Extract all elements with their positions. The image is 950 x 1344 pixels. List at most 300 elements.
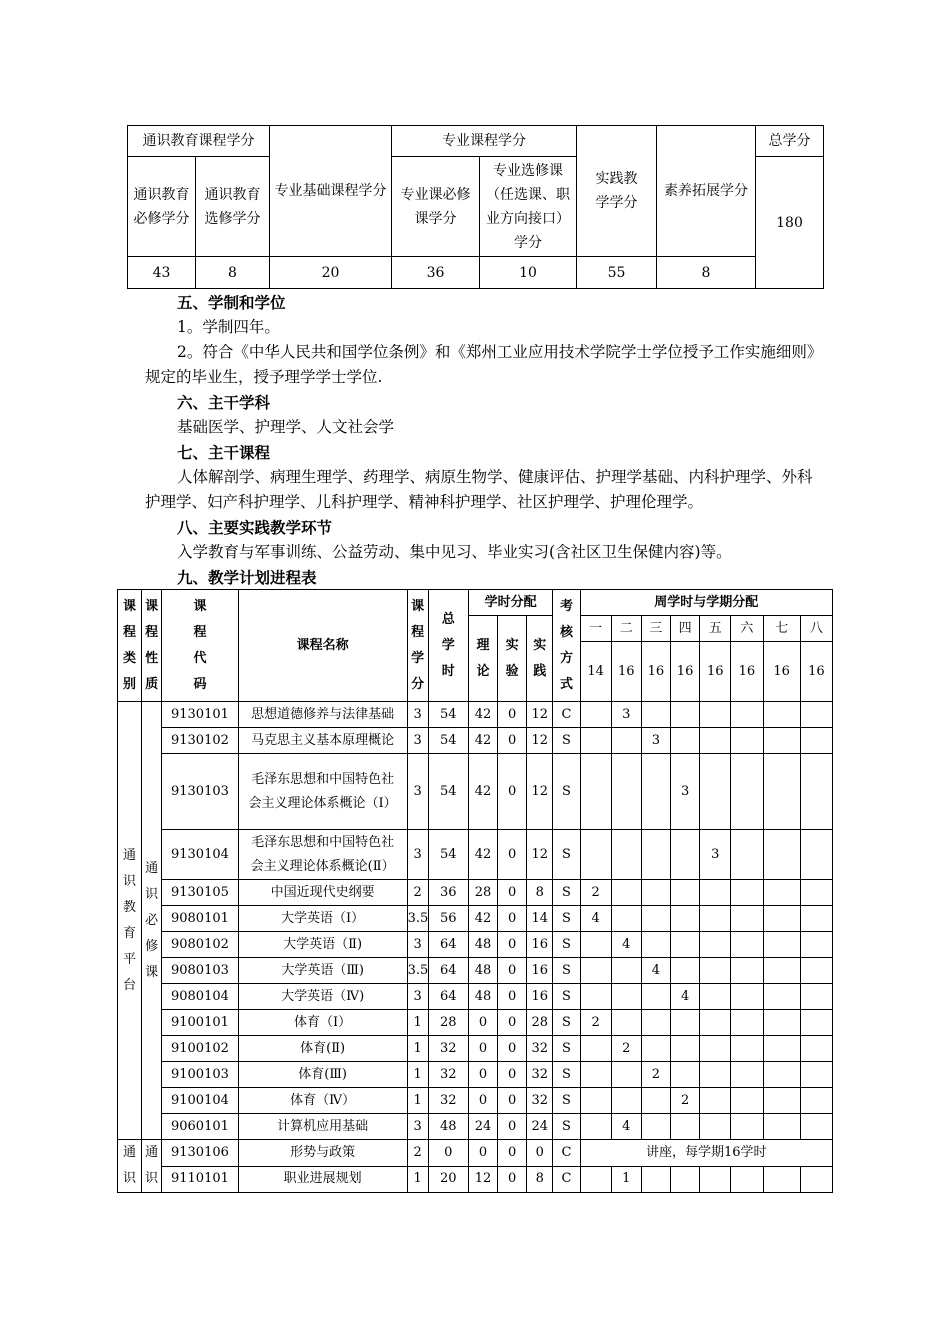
- term-hours: [641, 1166, 670, 1193]
- course-name: 体育(Ⅱ): [238, 1036, 407, 1062]
- term-hours: [763, 1114, 800, 1140]
- table-row: [118, 984, 833, 1010]
- term-hours: [580, 830, 611, 880]
- course-practice-hours: 8: [527, 880, 553, 906]
- course-practice-hours: 32: [527, 1036, 553, 1062]
- term-hours: [611, 728, 641, 754]
- term-hours: [800, 728, 832, 754]
- course-name: 职业进展规划: [238, 1166, 407, 1193]
- course-theory-hours: 12: [468, 1166, 497, 1193]
- course-name: 毛泽东思想和中国特色社会主义理论体系概论（Ⅰ）: [238, 754, 407, 830]
- course-total-hours: 54: [428, 728, 468, 754]
- course-credits: 1: [407, 1036, 428, 1062]
- term-hours: [671, 1166, 700, 1193]
- credit-value: 43: [128, 257, 196, 289]
- course-total-hours: 28: [428, 1010, 468, 1036]
- term-hours: 4: [580, 906, 611, 932]
- course-total-hours: 48: [428, 1114, 468, 1140]
- term-hours: [731, 1088, 763, 1114]
- course-lab-hours: 0: [498, 880, 527, 906]
- term-hours: [700, 1036, 731, 1062]
- course-total-hours: 54: [428, 702, 468, 728]
- course-exam: S: [553, 728, 580, 754]
- general-credits-header: 通识教育课程学分: [128, 126, 270, 157]
- term-hours: [731, 1062, 763, 1088]
- credit-value: 10: [480, 257, 577, 289]
- term-hours: [731, 728, 763, 754]
- course-exam: S: [553, 984, 580, 1010]
- major-elective-header: 专业选修课（任选课、职业方向接口）学分: [480, 157, 577, 257]
- course-lab-hours: 0: [498, 1140, 527, 1167]
- course-lab-hours: 0: [498, 702, 527, 728]
- course-total-hours: 20: [428, 1166, 468, 1193]
- term-hours: 4: [641, 958, 670, 984]
- term-hours: [671, 1114, 700, 1140]
- term-header: 六: [731, 616, 763, 642]
- term-hours: [671, 702, 700, 728]
- term-hours: [700, 880, 731, 906]
- course-lab-hours: 0: [498, 1088, 527, 1114]
- term-hours: [800, 702, 832, 728]
- course-lab-hours: 0: [498, 984, 527, 1010]
- term-header: 二: [611, 616, 641, 642]
- course-code: 9100101: [162, 1010, 238, 1036]
- header-category: 课程类别: [118, 590, 142, 702]
- course-lab-hours: 0: [498, 1010, 527, 1036]
- course-lab-hours: 0: [498, 1036, 527, 1062]
- header-total-hours: 总学时: [428, 590, 468, 702]
- course-theory-hours: 42: [468, 906, 497, 932]
- term-hours: [763, 984, 800, 1010]
- course-exam: C: [553, 702, 580, 728]
- course-practice-hours: 16: [527, 984, 553, 1010]
- table-row: [118, 1166, 833, 1193]
- table-row: [118, 728, 833, 754]
- course-name: 大学英语（Ⅳ): [238, 984, 407, 1010]
- credit-value: 20: [270, 257, 392, 289]
- course-total-hours: 0: [428, 1140, 468, 1167]
- term-hours: [763, 958, 800, 984]
- term-hours: 4: [671, 984, 700, 1010]
- term-hours: [641, 880, 670, 906]
- term-hours: 4: [611, 1114, 641, 1140]
- course-exam: S: [553, 958, 580, 984]
- course-theory-hours: 0: [468, 1036, 497, 1062]
- term-hours: [671, 728, 700, 754]
- course-lab-hours: 0: [498, 728, 527, 754]
- course-total-hours: 36: [428, 880, 468, 906]
- term-hours: [731, 754, 763, 830]
- course-total-hours: 64: [428, 984, 468, 1010]
- course-exam: S: [553, 830, 580, 880]
- course-practice-hours: 8: [527, 1166, 553, 1193]
- course-lab-hours: 0: [498, 932, 527, 958]
- term-hours: 3: [611, 702, 641, 728]
- term-hours: [800, 754, 832, 830]
- course-credits: 3: [407, 932, 428, 958]
- course-practice-hours: 0: [527, 1140, 553, 1167]
- header-exam: 考核方式: [553, 590, 580, 702]
- course-total-hours: 32: [428, 1062, 468, 1088]
- term-hours: [763, 932, 800, 958]
- term-weeks: 16: [700, 642, 731, 702]
- term-hours: [671, 958, 700, 984]
- term-hours: [800, 1166, 832, 1193]
- course-code: 9100104: [162, 1088, 238, 1114]
- header-practice: 实践: [527, 616, 553, 702]
- term-hours: [800, 958, 832, 984]
- term-hours: [700, 702, 731, 728]
- lecture-note: 讲座，每学期16学时: [580, 1140, 832, 1167]
- section-heading: 七、主干课程: [177, 443, 271, 462]
- course-exam: S: [553, 1062, 580, 1088]
- course-theory-hours: 0: [468, 1010, 497, 1036]
- term-header: 三: [641, 616, 670, 642]
- term-hours: [580, 958, 611, 984]
- course-practice-hours: 28: [527, 1010, 553, 1036]
- term-hours: [700, 984, 731, 1010]
- course-code: 9080104: [162, 984, 238, 1010]
- term-hours: [731, 1036, 763, 1062]
- course-theory-hours: 0: [468, 1140, 497, 1167]
- course-credits: 1: [407, 1166, 428, 1193]
- term-hours: [731, 702, 763, 728]
- course-credits: 3: [407, 984, 428, 1010]
- course-name: 大学英语（Ⅱ): [238, 932, 407, 958]
- term-hours: 2: [641, 1062, 670, 1088]
- section-paragraph: 1。学制四年。: [177, 318, 280, 336]
- term-hours: [800, 932, 832, 958]
- course-theory-hours: 48: [468, 958, 497, 984]
- general-elective-header: 通识教育选修学分: [196, 157, 270, 257]
- section-heading: 九、教学计划进程表: [177, 568, 317, 587]
- term-hours: 4: [611, 932, 641, 958]
- term-hours: [800, 1088, 832, 1114]
- term-hours: [611, 830, 641, 880]
- course-theory-hours: 28: [468, 880, 497, 906]
- course-total-hours: 54: [428, 830, 468, 880]
- course-credits: 3: [407, 702, 428, 728]
- course-theory-hours: 42: [468, 728, 497, 754]
- term-header: 七: [763, 616, 800, 642]
- course-practice-hours: 16: [527, 958, 553, 984]
- term-hours: 2: [611, 1036, 641, 1062]
- course-exam: S: [553, 754, 580, 830]
- course-exam: S: [553, 1010, 580, 1036]
- course-name: 思想道德修养与法律基础: [238, 702, 407, 728]
- course-name: 大学英语（Ⅰ）: [238, 906, 407, 932]
- course-credits: 2: [407, 880, 428, 906]
- course-theory-hours: 42: [468, 702, 497, 728]
- table-row: [118, 880, 833, 906]
- term-hours: [800, 906, 832, 932]
- header-code: 课程代码: [162, 590, 238, 702]
- credit-value: 55: [577, 257, 657, 289]
- table-row: [118, 702, 833, 728]
- course-name: 马克思主义基本原理概论: [238, 728, 407, 754]
- header-credits: 课程学分: [407, 590, 428, 702]
- course-practice-hours: 14: [527, 906, 553, 932]
- course-code: 9100102: [162, 1036, 238, 1062]
- quality-credits-header: 素养拓展学分: [657, 126, 756, 257]
- course-code: 9130101: [162, 702, 238, 728]
- term-hours: [611, 754, 641, 830]
- category-cell: 通识: [118, 1140, 142, 1193]
- general-required-header: 通识教育必修学分: [128, 157, 196, 257]
- credit-value: 8: [657, 257, 756, 289]
- term-weeks: 14: [580, 642, 611, 702]
- section-paragraph: 人体解剖学、病理生理学、药理学、病原生物学、健康评估、护理学基础、内科护理学、外科护理学、妇产科护理学、儿科护理学、精神科护理学、社区护理学、护理伦理学。: [145, 468, 813, 511]
- table-row: [118, 1088, 833, 1114]
- term-hours: [731, 958, 763, 984]
- term-hours: [700, 1088, 731, 1114]
- term-hours: [641, 984, 670, 1010]
- section-paragraph: 入学教育与军事训练、公益劳动、集中见习、毕业实习(含社区卫生保健内容)等。: [177, 543, 732, 561]
- term-hours: [731, 830, 763, 880]
- term-hours: [580, 932, 611, 958]
- table-row: [118, 1010, 833, 1036]
- nature-cell: 通识: [142, 1140, 162, 1193]
- major-required-header: 专业课必修课学分: [392, 157, 480, 257]
- term-hours: [641, 1010, 670, 1036]
- course-name: 体育(Ⅲ): [238, 1062, 407, 1088]
- header-hours-group: 学时分配: [468, 590, 552, 616]
- course-practice-hours: 24: [527, 1114, 553, 1140]
- term-hours: [763, 830, 800, 880]
- term-hours: [763, 906, 800, 932]
- course-total-hours: 64: [428, 958, 468, 984]
- course-theory-hours: 42: [468, 830, 497, 880]
- term-weeks: 16: [671, 642, 700, 702]
- term-hours: [700, 906, 731, 932]
- course-total-hours: 54: [428, 754, 468, 830]
- table-row: [118, 906, 833, 932]
- course-lab-hours: 0: [498, 754, 527, 830]
- course-exam: S: [553, 932, 580, 958]
- course-practice-hours: 12: [527, 728, 553, 754]
- table-row: [118, 1036, 833, 1062]
- course-code: 9130106: [162, 1140, 238, 1167]
- term-hours: [641, 1114, 670, 1140]
- header-theory: 理论: [468, 616, 497, 702]
- course-lab-hours: 0: [498, 1062, 527, 1088]
- header-weekly-group: 周学时与学期分配: [580, 590, 832, 616]
- course-name: 大学英语（Ⅲ): [238, 958, 407, 984]
- term-header: 八: [800, 616, 832, 642]
- term-hours: 3: [700, 830, 731, 880]
- program-sections: [145, 290, 825, 590]
- term-hours: [800, 830, 832, 880]
- total-credits-header: 总学分: [756, 126, 824, 157]
- course-credits: 1: [407, 1088, 428, 1114]
- table-row: [118, 958, 833, 984]
- term-hours: [731, 1114, 763, 1140]
- term-hours: [700, 1010, 731, 1036]
- course-practice-hours: 12: [527, 830, 553, 880]
- course-lab-hours: 0: [498, 830, 527, 880]
- term-hours: [800, 1062, 832, 1088]
- term-hours: [700, 932, 731, 958]
- course-credits: 3.5: [407, 906, 428, 932]
- course-total-hours: 32: [428, 1036, 468, 1062]
- term-weeks: 16: [800, 642, 832, 702]
- term-hours: [580, 754, 611, 830]
- course-credits: 3: [407, 830, 428, 880]
- term-hours: [671, 1036, 700, 1062]
- course-code: 9130104: [162, 830, 238, 880]
- term-header: 五: [700, 616, 731, 642]
- course-credits: 3: [407, 728, 428, 754]
- course-exam: S: [553, 1114, 580, 1140]
- course-code: 9080101: [162, 906, 238, 932]
- course-practice-hours: 32: [527, 1088, 553, 1114]
- term-hours: [763, 1088, 800, 1114]
- nature-cell: 通识必修课: [142, 702, 162, 1140]
- term-hours: [671, 830, 700, 880]
- term-hours: [731, 1010, 763, 1036]
- term-hours: [580, 702, 611, 728]
- term-hours: [763, 702, 800, 728]
- course-credits: 1: [407, 1010, 428, 1036]
- table-row: [118, 932, 833, 958]
- term-hours: 2: [671, 1088, 700, 1114]
- section-paragraph: 基础医学、护理学、人文社会学: [177, 418, 395, 436]
- table-row: [118, 830, 833, 880]
- course-exam: S: [553, 1088, 580, 1114]
- credit-value: 36: [392, 257, 480, 289]
- term-hours: [763, 1166, 800, 1193]
- section-paragraph: 2。符合《中华人民共和国学位条例》和《郑州工业应用技术学院学士学位授予工作实施细则》规定的毕业生，授予理学学士学位.: [145, 343, 823, 386]
- term-hours: [763, 1062, 800, 1088]
- term-weeks: 16: [641, 642, 670, 702]
- term-hours: [800, 1036, 832, 1062]
- term-hours: [700, 1114, 731, 1140]
- course-lab-hours: 0: [498, 1166, 527, 1193]
- foundation-credits-header: 专业基础课程学分: [270, 126, 392, 257]
- course-theory-hours: 24: [468, 1114, 497, 1140]
- course-name: 毛泽东思想和中国特色社会主义理论体系概论(Ⅱ）: [238, 830, 407, 880]
- term-hours: 3: [641, 728, 670, 754]
- header-nature: 课程性质: [142, 590, 162, 702]
- course-code: 9080103: [162, 958, 238, 984]
- course-code: 9130102: [162, 728, 238, 754]
- term-hours: [611, 984, 641, 1010]
- term-hours: [580, 728, 611, 754]
- term-hours: [580, 1088, 611, 1114]
- term-hours: 2: [580, 880, 611, 906]
- table-row: [118, 1062, 833, 1088]
- term-weeks: 16: [611, 642, 641, 702]
- term-hours: [580, 1036, 611, 1062]
- course-name: 计算机应用基础: [238, 1114, 407, 1140]
- course-exam: C: [553, 1166, 580, 1193]
- course-code: 9100103: [162, 1062, 238, 1088]
- course-theory-hours: 42: [468, 754, 497, 830]
- table-row: [118, 1114, 833, 1140]
- course-name: 体育（Ⅳ）: [238, 1088, 407, 1114]
- term-hours: [731, 1166, 763, 1193]
- course-code: 9080102: [162, 932, 238, 958]
- term-hours: [580, 984, 611, 1010]
- term-hours: [641, 1036, 670, 1062]
- section-heading: 八、主要实践教学环节: [177, 518, 333, 537]
- course-code: 9130105: [162, 880, 238, 906]
- term-hours: [671, 906, 700, 932]
- term-hours: [611, 880, 641, 906]
- teaching-plan-table: [117, 589, 833, 1193]
- course-exam: C: [553, 1140, 580, 1167]
- course-practice-hours: 12: [527, 702, 553, 728]
- total-credits-value: 180: [756, 157, 824, 289]
- course-theory-hours: 48: [468, 932, 497, 958]
- term-hours: [671, 932, 700, 958]
- term-hours: [800, 880, 832, 906]
- section-heading: 六、主干学科: [177, 393, 271, 412]
- course-total-hours: 64: [428, 932, 468, 958]
- term-hours: [700, 958, 731, 984]
- course-practice-hours: 12: [527, 754, 553, 830]
- header-lab: 实验: [498, 616, 527, 702]
- course-name: 形势与政策: [238, 1140, 407, 1167]
- credits-table: [127, 125, 824, 289]
- term-hours: [671, 1062, 700, 1088]
- term-hours: [800, 1010, 832, 1036]
- term-hours: [580, 1062, 611, 1088]
- term-hours: [641, 830, 670, 880]
- course-code: 9110101: [162, 1166, 238, 1193]
- term-hours: [611, 1010, 641, 1036]
- table-row: [118, 754, 833, 830]
- course-credits: 1: [407, 1062, 428, 1088]
- term-hours: [611, 958, 641, 984]
- term-hours: [580, 1166, 611, 1193]
- course-total-hours: 32: [428, 1088, 468, 1114]
- course-theory-hours: 0: [468, 1062, 497, 1088]
- course-total-hours: 56: [428, 906, 468, 932]
- term-hours: [800, 1114, 832, 1140]
- term-hours: [580, 1114, 611, 1140]
- term-hours: 1: [611, 1166, 641, 1193]
- term-hours: [641, 702, 670, 728]
- course-name: 中国近现代史纲要: [238, 880, 407, 906]
- course-exam: S: [553, 1036, 580, 1062]
- major-credits-header: 专业课程学分: [392, 126, 577, 157]
- term-hours: [700, 1166, 731, 1193]
- term-hours: [700, 1062, 731, 1088]
- course-lab-hours: 0: [498, 1114, 527, 1140]
- table-row: [118, 1140, 833, 1167]
- course-theory-hours: 48: [468, 984, 497, 1010]
- course-code: 9130103: [162, 754, 238, 830]
- course-name: 体育（Ⅰ）: [238, 1010, 407, 1036]
- term-weeks: 16: [731, 642, 763, 702]
- course-theory-hours: 0: [468, 1088, 497, 1114]
- term-header: 四: [671, 616, 700, 642]
- term-hours: [800, 984, 832, 1010]
- course-exam: S: [553, 880, 580, 906]
- course-credits: 3: [407, 754, 428, 830]
- term-weeks: 16: [763, 642, 800, 702]
- term-hours: [641, 932, 670, 958]
- practice-credits-header: 实践教学学分: [577, 126, 657, 257]
- term-hours: [763, 754, 800, 830]
- term-hours: [671, 1010, 700, 1036]
- term-hours: [641, 906, 670, 932]
- course-credits: 3: [407, 1114, 428, 1140]
- term-hours: [763, 1010, 800, 1036]
- course-practice-hours: 16: [527, 932, 553, 958]
- course-credits: 3.5: [407, 958, 428, 984]
